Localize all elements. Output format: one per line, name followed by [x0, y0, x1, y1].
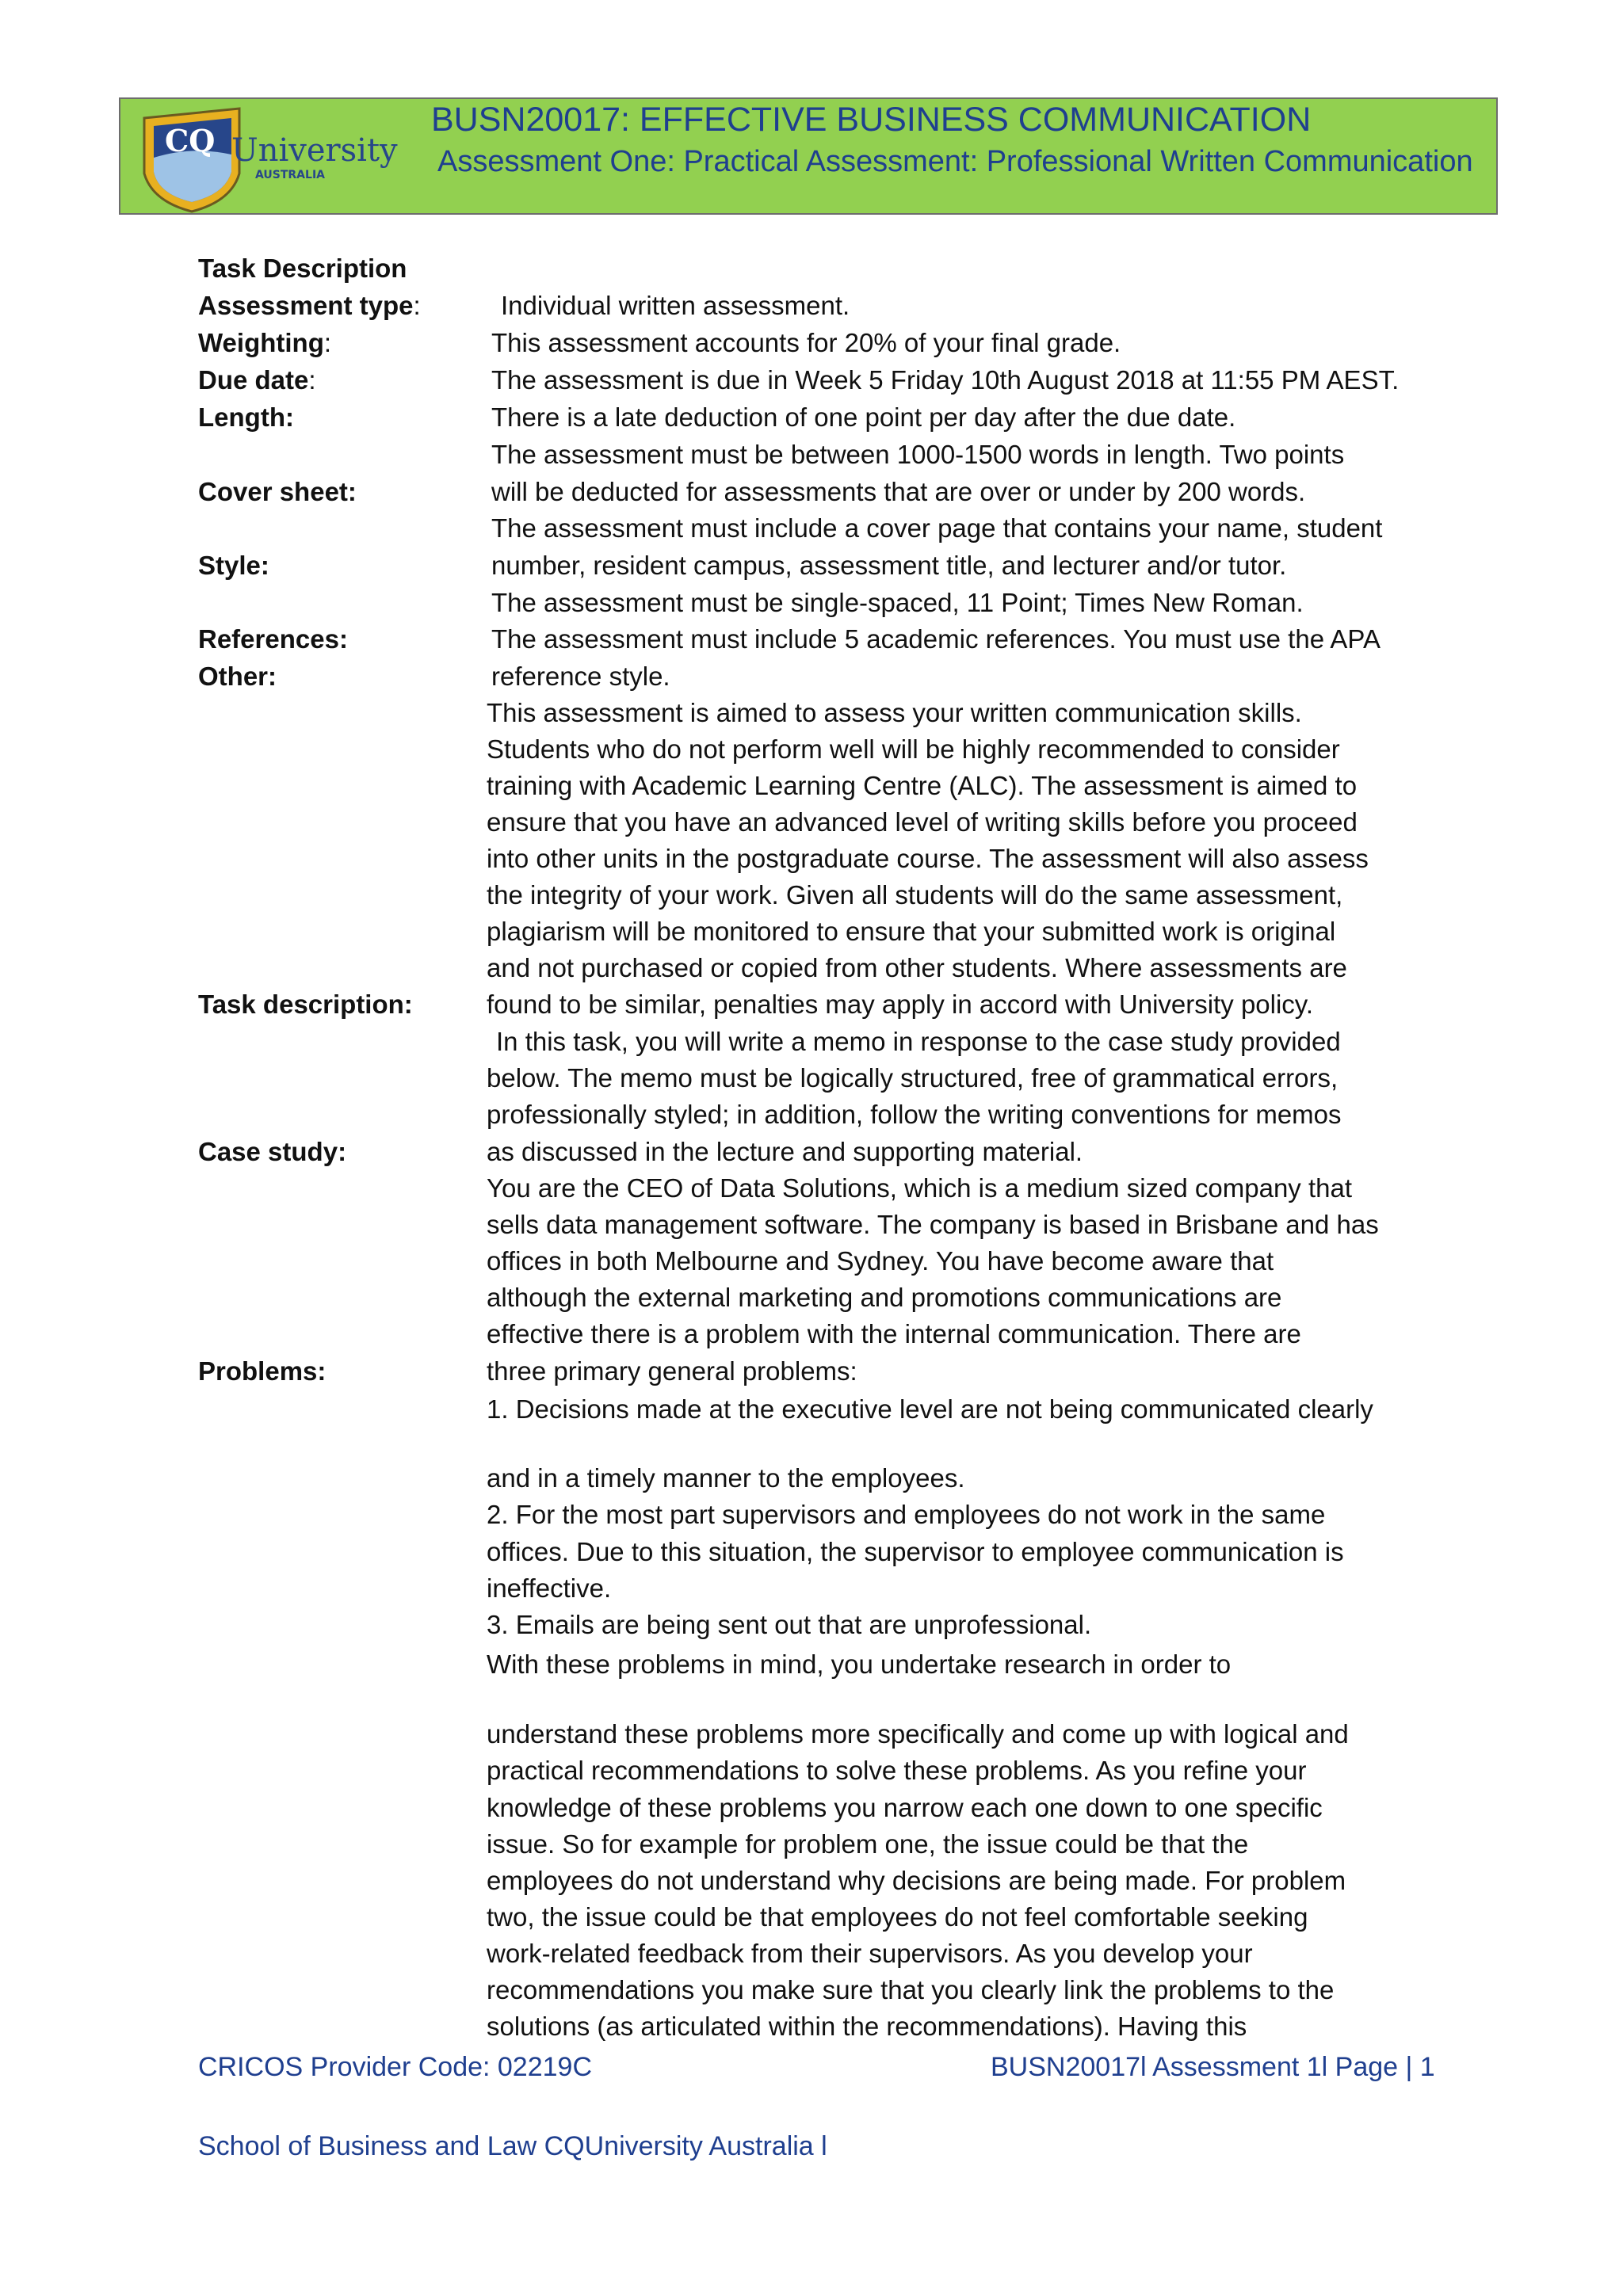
text-line: Students who do not perform well will be highly recommended to consider	[487, 734, 1340, 764]
text-line: understand these problems more specifically and come up with logical and	[487, 1719, 1349, 1749]
text-line: and not purchased or copied from other students. Where assessments are	[487, 953, 1347, 982]
text-line: as discussed in the lecture and supporting material.	[487, 1137, 1083, 1166]
text-line: training with Academic Learning Centre (ALC). The assessment is aimed to	[487, 771, 1358, 800]
text-line: 3. Emails are being sent out that are unprofessional.	[487, 1610, 1092, 1639]
text-line: knowledge of these problems you narrow each one down to one specific	[487, 1793, 1323, 1822]
text-line: The assessment must include a cover page that contains your name, student	[491, 513, 1383, 543]
label-due-date: Due date:	[198, 365, 316, 395]
document-subtitle: Assessment One: Practical Assessment: Professional Written Communication	[437, 145, 1473, 178]
label-references: References:	[198, 624, 348, 654]
label-cover-sheet: Cover sheet:	[198, 477, 357, 506]
text-line: three primary general problems:	[487, 1356, 857, 1386]
text-line: practical recommendations to solve these problems. As you refine your	[487, 1756, 1307, 1785]
text-line: This assessment is aimed to assess your written communication skills.	[487, 698, 1302, 727]
text-line: issue. So for example for problem one, the issue could be that the	[487, 1829, 1249, 1859]
label-other: Other:	[198, 662, 277, 691]
text-line: and in a timely manner to the employees.	[487, 1463, 965, 1493]
text-line: The assessment is due in Week 5 Friday 10th August 2018 at 11:55 PM AEST.	[491, 365, 1400, 395]
text-line: 2. For the most part supervisors and employees do not work in the same	[487, 1500, 1326, 1529]
text-line: The assessment must include 5 academic references. You must use the APA	[491, 624, 1381, 654]
footer-page-ref: BUSN20017l Assessment 1l Page | 1	[991, 2052, 1435, 2082]
cqu-logo-icon	[136, 102, 406, 213]
text-line: reference style.	[491, 662, 670, 691]
text-line: ineffective.	[487, 1573, 612, 1603]
label-style: Style:	[198, 551, 269, 580]
label-weighting: Weighting:	[198, 328, 332, 357]
footer-cricos: CRICOS Provider Code: 02219C	[198, 2052, 593, 2082]
svg-text:CQ: CQ	[165, 123, 216, 158]
text-line: You are the CEO of Data Solutions, which is a medium sized company that	[487, 1173, 1353, 1203]
footer-school: School of Business and Law CQUniversity Australia l	[198, 2131, 827, 2161]
text-line: offices. Due to this situation, the supervisor to employee communication is	[487, 1537, 1344, 1566]
text-line: although the external marketing and promotions communications are	[487, 1283, 1282, 1312]
text-line: two, the issue could be that employees do not feel comfortable seeking	[487, 1902, 1308, 1932]
svg-text:University: University	[231, 132, 398, 169]
text-line: The assessment must be single-spaced, 11 Point; Times New Roman.	[491, 588, 1304, 617]
text-line: work-related feedback from their supervisors. As you develop your	[487, 1939, 1253, 1968]
label-problems: Problems:	[198, 1356, 327, 1386]
text-line: sells data management software. The company is based in Brisbane and has	[487, 1210, 1379, 1239]
text-line: number, resident campus, assessment title, and lecturer and/or tutor.	[491, 551, 1287, 580]
text-line: In this task, you will write a memo in response to the case study provided	[496, 1027, 1341, 1056]
text-line: into other units in the postgraduate course. The assessment will also assess	[487, 844, 1369, 873]
text-line: professionally styled; in addition, follow the writing conventions for memos	[487, 1100, 1342, 1129]
text-line: below. The memo must be logically structured, free of grammatical errors,	[487, 1063, 1338, 1093]
text-line: offices in both Melbourne and Sydney. You have become aware that	[487, 1246, 1274, 1276]
text-line: plagiarism will be monitored to ensure that your submitted work is original	[487, 917, 1336, 946]
text-line: recommendations you make sure that you clearly link the problems to the	[487, 1975, 1335, 2004]
text-line: solutions (as articulated within the recommendations). Having this	[487, 2012, 1247, 2041]
text-line: This assessment accounts for 20% of your final grade.	[491, 328, 1121, 357]
text-line: the integrity of your work. Given all students will do the same assessment,	[487, 880, 1343, 910]
text-line: employees do not understand why decisions are being made. For problem	[487, 1866, 1346, 1895]
text-line: Individual written assessment.	[501, 291, 850, 320]
label-task-description: Task description:	[198, 990, 413, 1019]
text-line: 1. Decisions made at the executive level are not being communicated clearly	[487, 1394, 1373, 1424]
text-line: ensure that you have an advanced level of writing skills before you proceed	[487, 807, 1358, 837]
header-banner	[119, 97, 1498, 215]
text-line: The assessment must be between 1000-1500 words in length. Two points	[491, 440, 1345, 469]
task-description-heading: Task Description	[198, 254, 407, 283]
label-length: Length:	[198, 402, 294, 432]
svg-text:AUSTRALIA: AUSTRALIA	[255, 169, 325, 181]
label-assessment-type: Assessment type:	[198, 291, 421, 320]
text-line: found to be similar, penalties may apply in accord with University policy.	[487, 990, 1314, 1019]
text-line: With these problems in mind, you undertake research in order to	[487, 1650, 1232, 1679]
text-line: will be deducted for assessments that are over or under by 200 words.	[491, 477, 1306, 506]
text-line: There is a late deduction of one point per day after the due date.	[491, 402, 1236, 432]
label-case-study: Case study:	[198, 1137, 347, 1166]
document-title: BUSN20017: EFFECTIVE BUSINESS COMMUNICATION	[431, 101, 1312, 139]
text-line: effective there is a problem with the internal communication. There are	[487, 1319, 1301, 1348]
